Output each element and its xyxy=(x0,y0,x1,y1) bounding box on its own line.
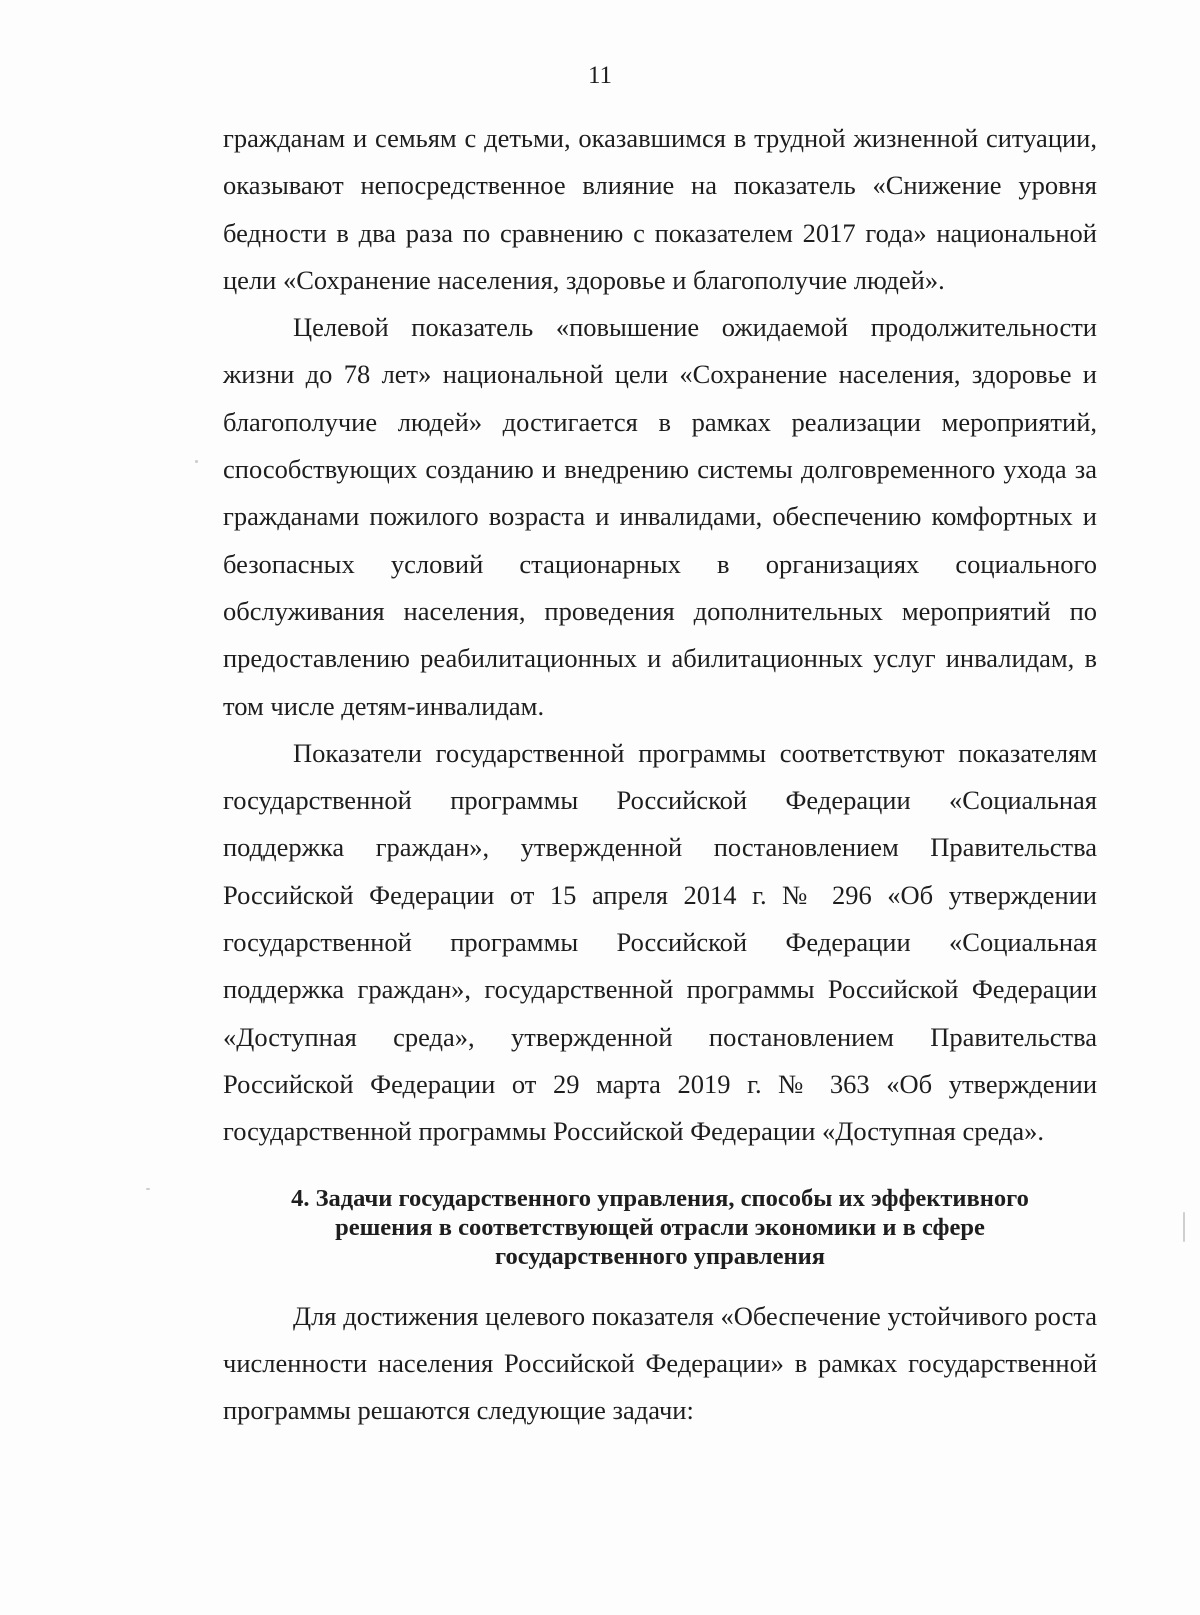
paragraph-program-indicators: Показатели государственной программы соответствуют показателям государственной программы Российской Федерации «Социальная поддержка граждан», утвержденной постановлением Правительства Российской Федерации от 15 апреля 2014 г. № 296 «Об утверждении государственной программы Российской Федерации «Социальная поддержка граждан», государственной программы Российской Федерации «Доступная среда», утвержденной постановлением Правительства Российской Федерации от 29 марта 2019 г. № 363 «Об утверждении государственной программы Российской Федерации «Доступная среда». xyxy=(223,737,1097,1147)
paragraph-continued: гражданам и семьям с детьми, оказавшимся в трудной жизненной ситуации, оказывают непосредственное влияние на показатель «Снижение уровня бедности в два раза по сравнению с показателем 2017 года» национальной цели «Сохранение населения, здоровье и благополучие людей». xyxy=(223,123,1097,295)
section-heading: 4. Задачи государственного управления, способы их эффективного решения в соответствующей отрасли экономики и в сфере государственного управления xyxy=(291,1184,1029,1270)
document-body xyxy=(223,115,1097,1434)
paragraph-tasks-intro: Для достижения целевого показателя «Обеспечение устойчивого роста численности населения Российской Федерации» в рамках государственной программы решаются следующие задачи: xyxy=(223,1300,1097,1426)
page-number: 11 xyxy=(587,62,613,89)
paragraph-life-expectancy: Целевой показатель «повышение ожидаемой продолжительности жизни до 78 лет» национальной цели «Сохранение населения, здоровье и благополучие людей» достигается в рамках реализации мероприятий, способствующих созданию и внедрению системы долговременного ухода за гражданами пожилого возраста и инвалидами, обеспечению комфортных и безопасных условий стационарных в организациях социального обслуживания населения, проведения дополнительных мероприятий по предоставлению реабилитационных и абилитационных услуг инвалидам, в том числе детям-инвалидам. xyxy=(223,312,1097,721)
scan-artifact xyxy=(195,460,198,463)
scan-artifact xyxy=(146,1188,150,1190)
scan-artifact xyxy=(1183,1212,1185,1242)
